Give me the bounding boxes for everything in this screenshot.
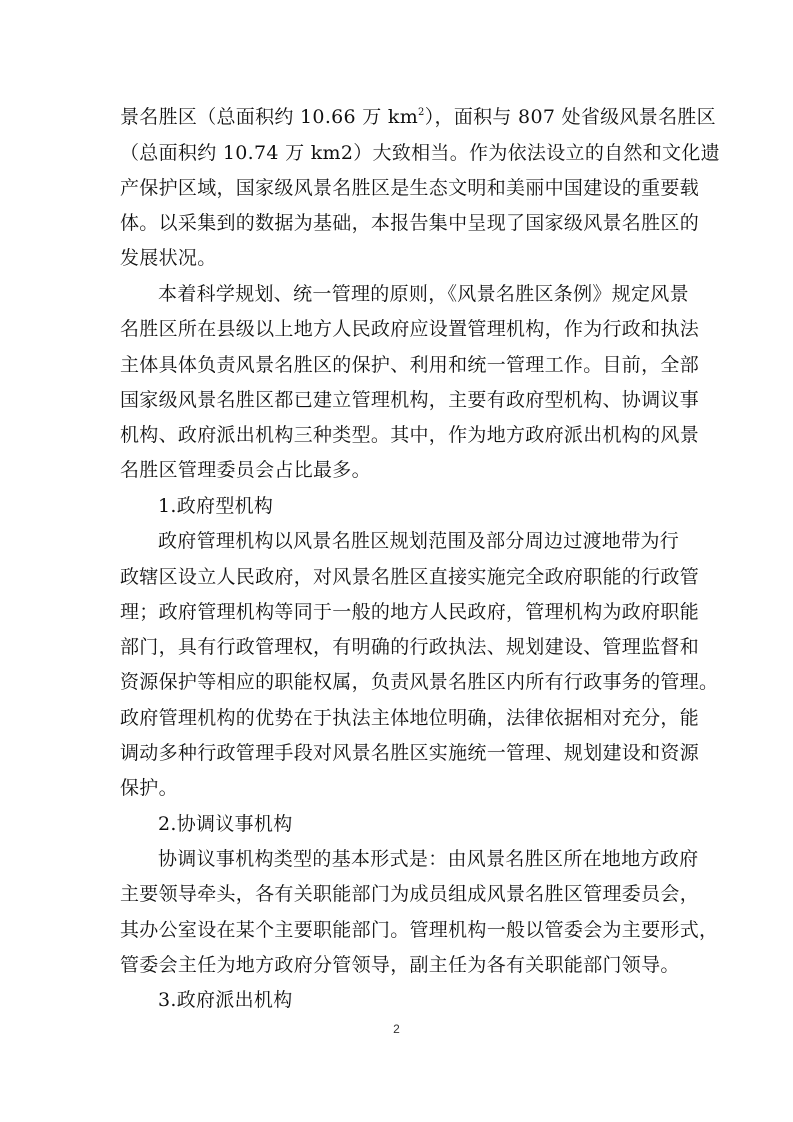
text-span: ），面积与 807 处省级风景名胜区: [424, 106, 716, 128]
text-line: [120, 102, 716, 132]
text-line: 名胜区所在县级以上地方人民政府应设置管理机构，作为行政和执法: [120, 318, 700, 340]
text-line: 发展状况。: [120, 247, 217, 269]
text-line: （总面积约 10.74 万 km2）大致相当。作为依法设立的自然和文化遗: [120, 142, 720, 164]
text-line: 其办公室设在某个主要职能部门。管理机构一般以管委会为主要形式，: [120, 919, 719, 941]
text-line: 产保护区域，国家级风景名胜区是生态文明和美丽中国建设的重要载: [120, 177, 700, 199]
text-line: 国家级风景名胜区都已建立管理机构，主要有政府型机构、协调议事: [120, 389, 700, 411]
text-line: 政府管理机构的优势在于执法主体地位明确，法律依据相对充分，能: [120, 707, 700, 729]
text-line: 管委会主任为地方政府分管领导，副主任为各有关职能部门领导。: [120, 954, 680, 976]
text-line: 体。以采集到的数据为基础，本报告集中呈现了国家级风景名胜区的: [120, 212, 700, 234]
text-line: 保护。: [120, 777, 178, 799]
text-line: 名胜区管理委员会占比最多。: [120, 459, 371, 481]
text-line: 本着科学规划、统一管理的原则，《风景名胜区条例》规定风景: [158, 283, 689, 305]
section-heading: 1.政府型机构: [158, 495, 274, 517]
page-number: 2: [393, 1022, 400, 1036]
text-line: 部门，具有行政管理权，有明确的行政执法、规划建设、管理监督和: [120, 636, 700, 658]
text-line: 机构、政府派出机构三种类型。其中，作为地方政府派出机构的风景: [120, 424, 700, 446]
text-line: 政辖区设立人民政府，对风景名胜区直接实施完全政府职能的行政管: [120, 566, 700, 588]
text-line: 资源保护等相应的职能权属，负责风景名胜区内所有行政事务的管理。: [120, 671, 719, 693]
text-span: 景名胜区（总面积约 10.66 万 km: [120, 106, 419, 128]
text-line: 政府管理机构以风景名胜区规划范围及部分周边过渡地带为行: [158, 530, 680, 552]
section-heading: 2.协调议事机构: [158, 813, 293, 835]
text-line: 协调议事机构类型的基本形式是：由风景名胜区所在地地方政府: [158, 848, 699, 870]
section-heading: 3.政府派出机构: [158, 989, 293, 1011]
text-line: 主要领导牵头，各有关职能部门为成员组成风景名胜区管理委员会，: [120, 883, 700, 905]
text-line: 主体具体负责风景名胜区的保护、利用和统一管理工作。目前，全部: [120, 354, 700, 376]
text-line: 理；政府管理机构等同于一般的地方人民政府，管理机构为政府职能: [120, 601, 700, 623]
superscript: 2: [418, 107, 425, 118]
text-line: 调动多种行政管理手段对风景名胜区实施统一管理、规划建设和资源: [120, 742, 700, 764]
